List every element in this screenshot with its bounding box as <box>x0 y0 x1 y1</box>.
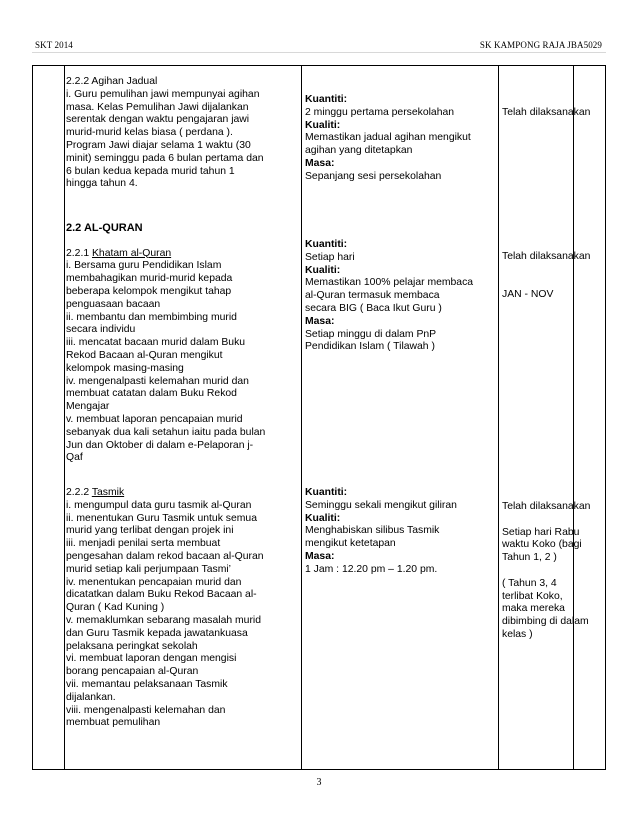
column-divider <box>301 66 302 769</box>
tasmik-title: 2.2.2 Tasmik <box>66 487 125 498</box>
tasmik-block <box>66 487 264 730</box>
text-line: Memastikan jadual agihan mengikut <box>305 132 471 144</box>
target-row-3 <box>305 487 457 577</box>
text-line: membuat pemulihan <box>66 717 161 729</box>
text-line: iv. menentukan pencapaian murid dan <box>66 576 242 588</box>
kuantiti-label: Kuantiti: <box>305 487 348 498</box>
al-quran-section <box>66 222 265 465</box>
target-row-1 <box>305 94 471 184</box>
text-line: iv. mengenalpasti kelemahan murid dan <box>66 375 249 387</box>
text-line: i. mengumpul data guru tasmik al-Quran <box>66 499 252 511</box>
text-line: sebanyak dua kali setahun iaitu pada bulan <box>66 426 266 438</box>
status-text: Telah dilaksanakan <box>502 251 591 262</box>
text-line: pelaksana peringkat sekolah <box>66 640 198 652</box>
text-line: Tahun 1, 2 ) <box>502 552 557 564</box>
masa-label: Masa: <box>305 315 335 327</box>
status-note-secondary <box>502 578 590 642</box>
text-line: Jun dan Oktober di dalam e-Pelaporan j- <box>66 439 254 451</box>
status-row-1 <box>502 107 590 120</box>
text-line: v. memaklumkan sebarang masalah murid <box>66 614 262 626</box>
text-line: masa. Kelas Pemulihan Jawi dijalankan <box>66 101 249 113</box>
text-line: kelompok masing-masing <box>66 362 184 374</box>
text-line: Program Jawi diajar selama 1 waktu (30 <box>66 139 251 151</box>
text-line: secara BIG ( Baca Ikut Guru ) <box>305 302 442 314</box>
text-line: Quran ( Kad Kuning ) <box>66 602 165 614</box>
masa-label: Masa: <box>305 550 335 562</box>
text-line: terlibat Koko, <box>502 590 563 602</box>
text-line: penguasaan bacaan <box>66 298 161 310</box>
status-text: Telah dilaksanakan <box>502 501 591 512</box>
kuantiti-value <box>305 252 473 265</box>
header-left: SKT 2014 <box>35 40 73 50</box>
text-line: 2 minggu pertama persekolahan <box>305 106 455 118</box>
text-line: iii. mencatat bacaan murid dalam Buku <box>66 337 246 349</box>
kuantiti-label: Kuantiti: <box>305 239 348 250</box>
text-line: maka mereka <box>502 603 565 615</box>
kuantiti-label: Kuantiti: <box>305 94 348 105</box>
text-line: Rekod Bacaan al-Quran mengikut <box>66 349 223 361</box>
kuantiti-value <box>305 107 471 120</box>
text-line: Pendidikan Islam ( Tilawah ) <box>305 341 435 353</box>
text-line: mengikut ketetapan <box>305 538 396 550</box>
text-line: Seminggu sekali mengikut giliran <box>305 499 457 511</box>
text-line: minit) seminggu pada 6 bulan pertama dan <box>66 152 264 164</box>
text-line: murid yang terlibat dengan projek ini <box>66 525 234 537</box>
text-line: Setiap hari Rabu <box>502 526 580 538</box>
text-line: dicatatkan dalam Buku Rekod Bacaan al- <box>66 589 257 601</box>
text-line: murid setiap kali perjumpaan Tasmi’ <box>66 563 231 575</box>
text-line: ii. membantu dan membimbing murid <box>66 311 237 323</box>
kualiti-label: Kualiti: <box>305 119 341 131</box>
text-line: pengesahan dalam rekod bacaan al-Quran <box>66 550 264 562</box>
text-line: vii. memantau pelaksanaan Tasmik <box>66 678 228 690</box>
text-line: dijalankan. <box>66 691 116 703</box>
kualiti-label: Kualiti: <box>305 264 341 276</box>
agihan-jadual-lines <box>66 89 264 191</box>
text-line: Qaf <box>66 452 83 464</box>
text-line: viii. mengenalpasti kelemahan dan <box>66 704 226 716</box>
status-text: Telah dilaksanakan <box>502 107 591 118</box>
text-line: v. membuat laporan pencapaian murid <box>66 413 243 425</box>
status-row-2 <box>502 251 590 302</box>
block-title: 2.2.2 Agihan Jadual <box>66 76 158 87</box>
masa-value <box>305 329 473 355</box>
section-title: 2.2 AL-QURAN <box>66 222 143 234</box>
kualiti-value <box>305 525 457 551</box>
text-line: membuat catatan dalam Buku Rekod <box>66 388 237 400</box>
khatam-lines <box>66 260 265 465</box>
status-note <box>502 527 590 565</box>
target-row-2 <box>305 239 473 354</box>
text-line: secara individu <box>66 324 136 336</box>
text-line: Sepanjang sesi persekolahan <box>305 170 442 182</box>
masa-value <box>305 564 457 577</box>
text-line: vi. membuat laporan dengan mengisi <box>66 653 237 665</box>
agihan-jadual-block <box>66 76 264 191</box>
text-line: ( Tahun 3, 4 <box>502 577 557 589</box>
kuantiti-value <box>305 500 457 513</box>
text-line: i. Guru pemulihan jawi mempunyai agihan <box>66 88 260 100</box>
text-line: dibimbing di dalam <box>502 616 589 628</box>
page-number: 3 <box>316 777 322 788</box>
text-line: i. Bersama guru Pendidikan Islam <box>66 260 222 272</box>
text-line: Memastikan 100% pelajar membaca <box>305 277 474 289</box>
text-line: Menghabiskan silibus Tasmik <box>305 525 440 537</box>
column-divider <box>498 66 499 769</box>
kualiti-value <box>305 277 473 315</box>
column-divider <box>64 66 65 769</box>
masa-label: Masa: <box>305 157 335 169</box>
kualiti-label: Kualiti: <box>305 512 341 524</box>
text-line: serentak dengan waktu pengajaran jawi <box>66 114 250 126</box>
text-line: 6 bulan kedua kepada murid tahun 1 <box>66 165 235 177</box>
kualiti-value <box>305 132 471 158</box>
khatam-title: 2.2.1 Khatam al-Quran <box>66 247 172 259</box>
text-line: Setiap hari <box>305 251 355 263</box>
header-right: SK KAMPONG RAJA JBA5029 <box>479 40 602 50</box>
header-rule <box>32 52 606 53</box>
text-line: ii. menentukan Guru Tasmik untuk semua <box>66 512 257 524</box>
column-divider <box>573 66 574 769</box>
text-line: agihan yang ditetapkan <box>305 145 413 157</box>
text-line: kelas ) <box>502 628 533 640</box>
text-line: membahagikan murid-murid kepada <box>66 273 233 285</box>
status-row-3 <box>502 501 590 642</box>
text-line: waktu Koko (bagi <box>502 539 582 551</box>
text-line: beberapa kelompok mengikut tahap <box>66 285 232 297</box>
text-line: Mengajar <box>66 401 110 413</box>
masa-value <box>305 171 471 184</box>
text-line: al-Quran termasuk membaca <box>305 290 440 302</box>
tasmik-lines <box>66 500 264 730</box>
text-line: dan Guru Tasmik kepada jawatankuasa <box>66 627 248 639</box>
text-line: iii. menjadi penilai serta membuat <box>66 538 221 550</box>
text-line: hingga tahun 4. <box>66 178 138 190</box>
status-period: JAN - NOV <box>502 289 554 301</box>
text-line: Setiap minggu di dalam PnP <box>305 328 437 340</box>
text-line: murid-murid kelas biasa ( perdana ). <box>66 127 233 139</box>
text-line: 1 Jam : 12.20 pm – 1.20 pm. <box>305 563 438 575</box>
text-line: borang pencapaian al-Quran <box>66 666 199 678</box>
